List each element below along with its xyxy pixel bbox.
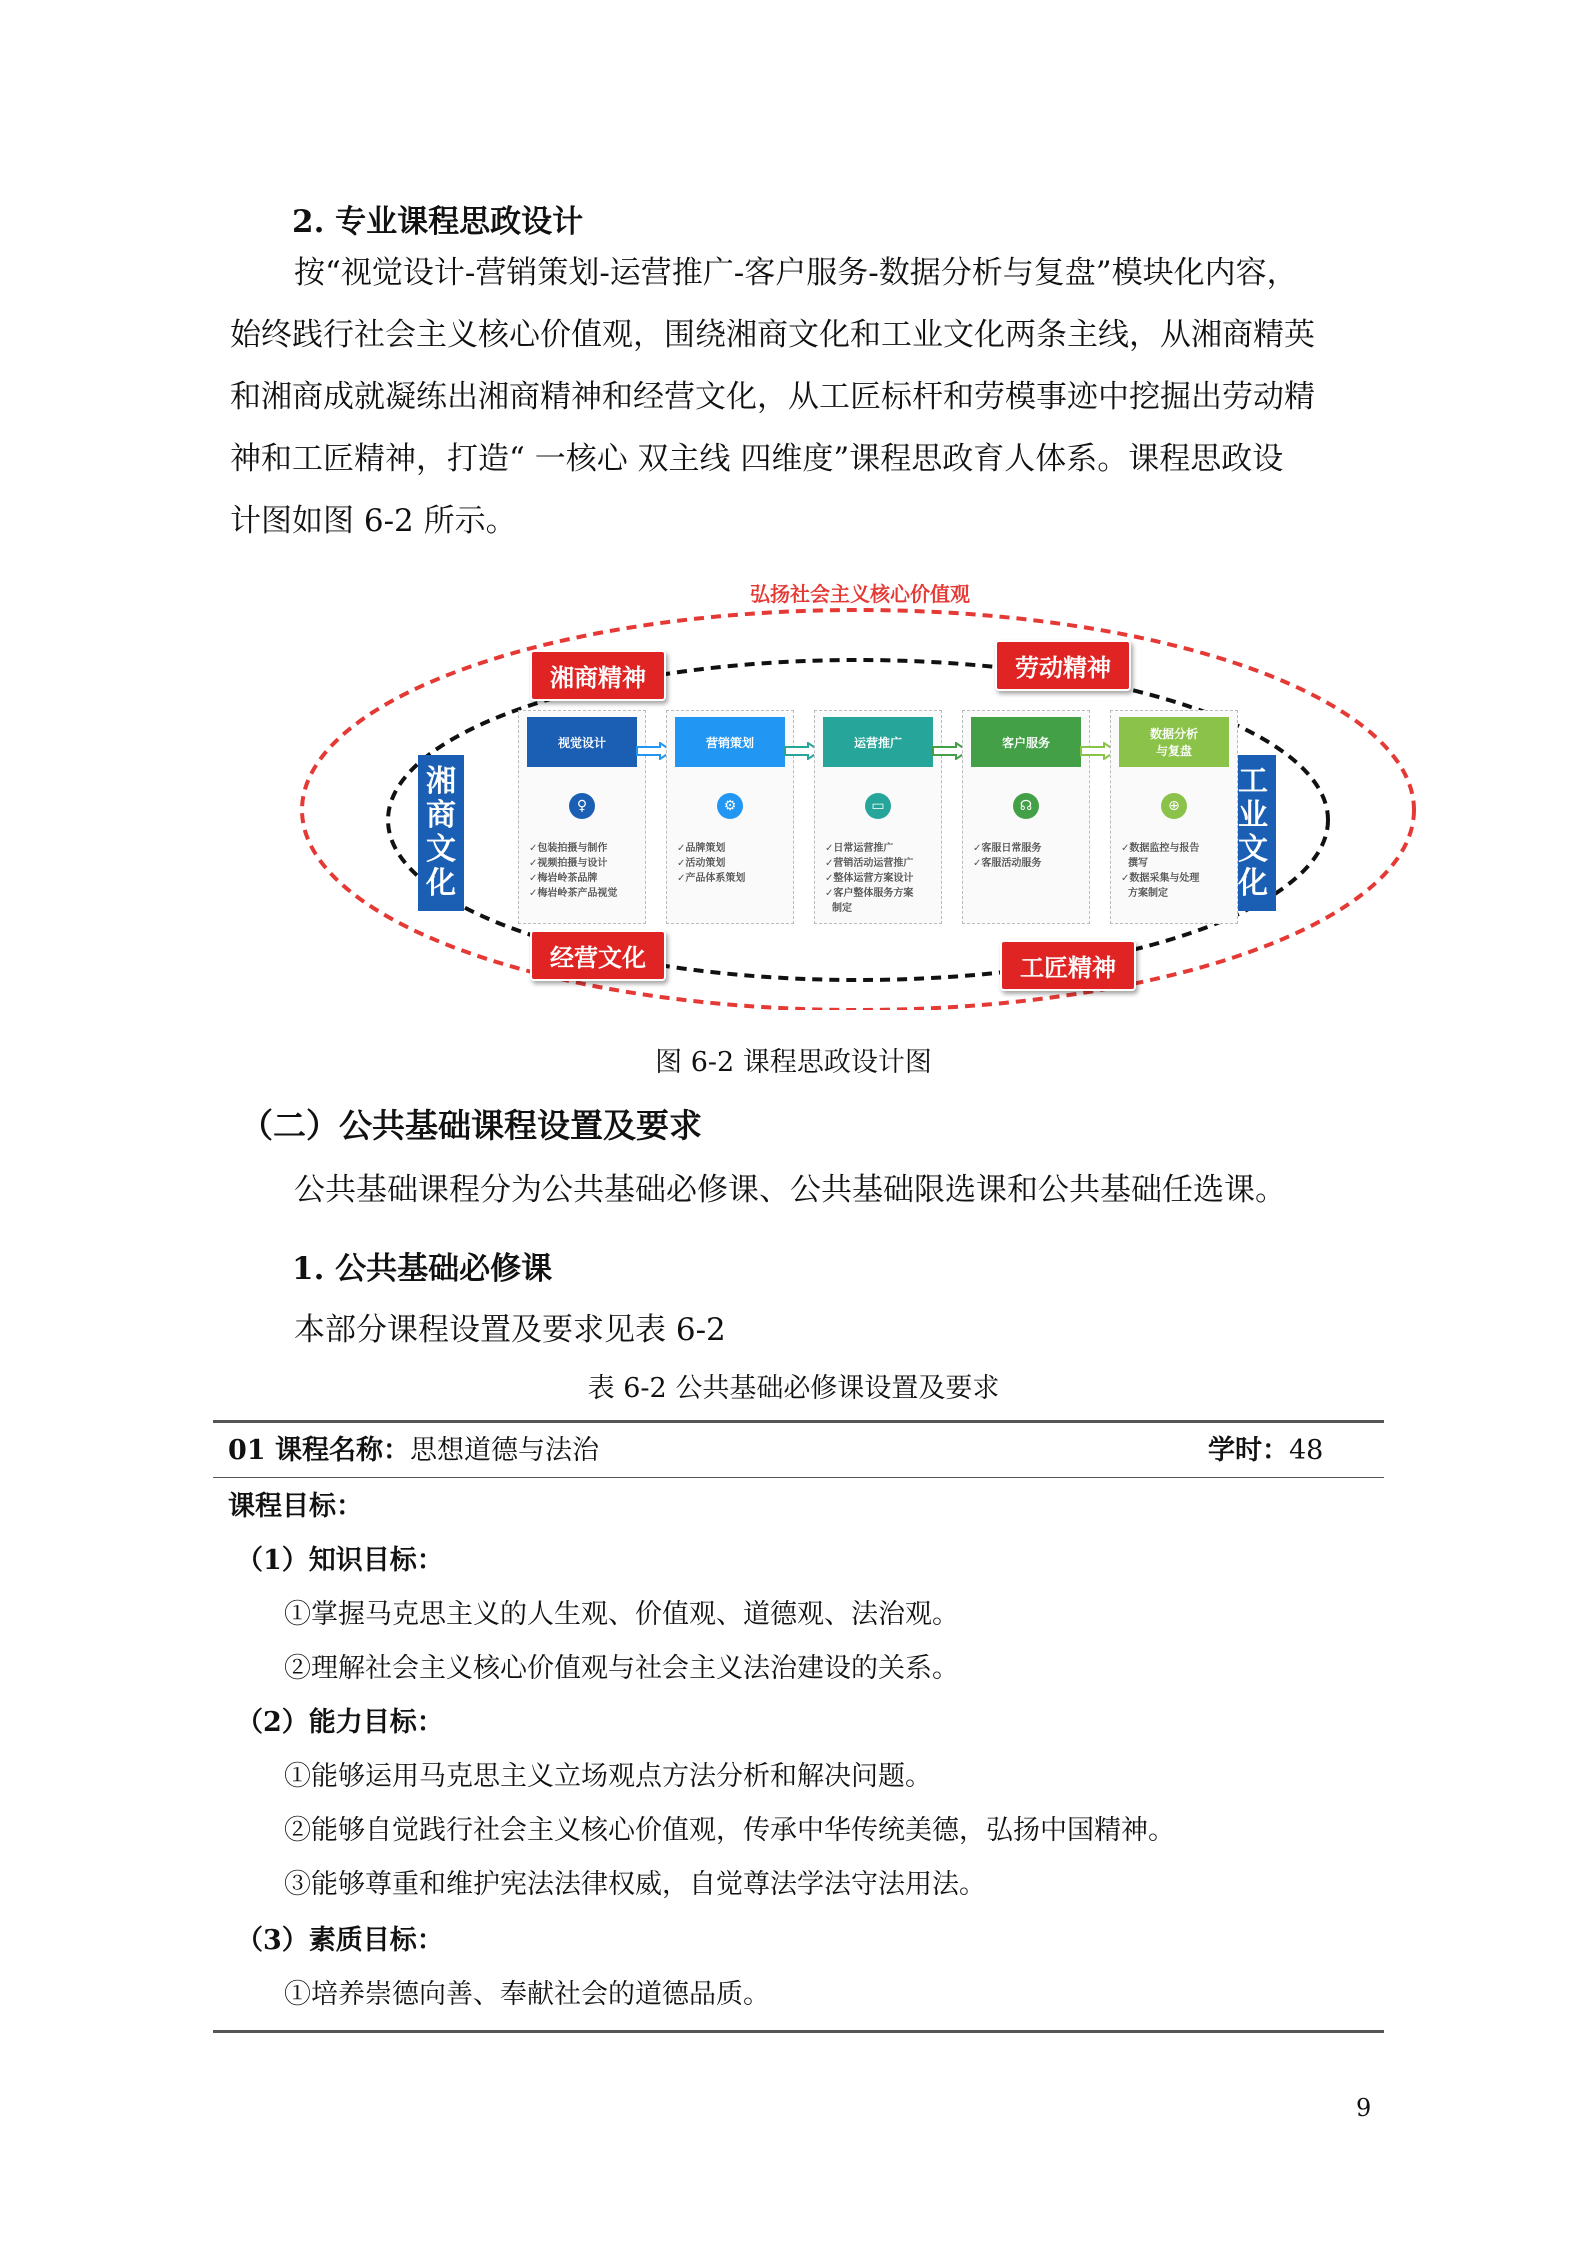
overview-paragraph: 公共基础课程分为公共基础必修课、公共基础限选课和公共基础任选课。	[294, 1172, 1286, 1208]
section-heading: 2. 专业课程思政设计	[292, 204, 584, 240]
ability-item: ②能够自觉践行社会主义核心价值观，传承中华传统美德，弘扬中国精神。	[284, 1815, 1175, 1846]
chart-icon: ⊕	[1161, 793, 1187, 819]
module-item: 撰写	[1121, 858, 1148, 869]
knowledge-item: ②理解社会主义核心价值观与社会主义法治建设的关系。	[284, 1653, 959, 1684]
module-card	[666, 710, 794, 924]
course-ideology-diagram	[290, 570, 1440, 1010]
figure-caption: 图 6-2 课程思政设计图	[655, 1047, 932, 1078]
ability-item: ①能够运用马克思主义立场观点方法分析和解决问题。	[284, 1761, 932, 1792]
tag-craftsman-spirit: 工匠精神	[1000, 940, 1136, 991]
monitor-icon: ▭	[865, 793, 891, 819]
knowledge-label: （1）知识目标：	[236, 1545, 444, 1576]
module-items	[677, 841, 789, 886]
module-card	[814, 710, 942, 924]
tag-business-culture: 经营文化	[530, 930, 666, 981]
tag-labor-spirit: 劳动精神	[995, 640, 1131, 691]
ability-label: （2）能力目标：	[236, 1707, 444, 1738]
left-vertical-label: 湘商文化	[418, 755, 464, 911]
hours-label: 学时：	[1208, 1435, 1289, 1466]
table-intro: 本部分课程设置及要求见表 6-2	[294, 1312, 726, 1348]
module-item: ✓产品体系策划	[677, 873, 746, 884]
module-item: ✓梅岩岭茶产品视觉	[529, 888, 618, 899]
paragraph-line: 计图如图 6-2 所示。	[230, 503, 517, 539]
module-card	[1110, 710, 1238, 924]
module-item: ✓品牌策划	[677, 843, 726, 854]
module-title: 营销策划	[675, 717, 785, 767]
table-top-rule	[213, 1420, 1384, 1423]
module-item: ✓包装拍摄与制作	[529, 843, 608, 854]
required-course-heading: 1. 公共基础必修课	[292, 1251, 553, 1287]
module-item: ✓客服日常服务	[973, 843, 1042, 854]
module-item: ✓日常运营推广	[825, 843, 894, 854]
hours-cell	[1208, 1428, 1323, 1467]
hours-value: 48	[1289, 1435, 1324, 1466]
module-title: 运营推广	[823, 717, 933, 767]
subsection-heading: （二）公共基础课程设置及要求	[240, 1106, 702, 1145]
module-title: 客户服务	[971, 717, 1081, 767]
module-item: ✓客户整体服务方案	[825, 888, 914, 899]
module-items	[825, 841, 937, 916]
module-card	[518, 710, 646, 924]
course-name: 思想道德与法治	[409, 1435, 599, 1466]
module-item: 制定	[825, 903, 852, 914]
paragraph-line: 神和工匠精神，打造“ 一核心 双主线 四维度”课程思政育人体系。课程思政设	[230, 441, 1284, 477]
module-item: ✓数据监控与报告	[1121, 843, 1200, 854]
gear-icon: ⚙	[717, 793, 743, 819]
headset-icon: ☊	[1013, 793, 1039, 819]
module-item: ✓数据采集与处理	[1121, 873, 1200, 884]
module-item: ✓整体运营方案设计	[825, 873, 914, 884]
quality-item: ①培养崇德向善、奉献社会的道德品质。	[284, 1979, 770, 2010]
paragraph-line: 和湘商成就凝练出湘商精神和经营文化，从工匠标杆和劳模事迹中挖掘出劳动精	[230, 379, 1315, 415]
paragraph-line: 按“视觉设计-营销策划-运营推广-客户服务-数据分析与复盘”模块化内容，	[294, 255, 1298, 291]
page-number: 9	[1356, 2094, 1372, 2122]
course-name-cell	[228, 1428, 599, 1467]
module-item: ✓视频拍摄与设计	[529, 858, 608, 869]
module-item: ✓梅岩岭茶品牌	[529, 873, 598, 884]
intro-paragraph	[230, 242, 1370, 552]
goals-label: 课程目标：	[228, 1491, 363, 1522]
table-caption: 表 6-2 公共基础必修课设置及要求	[587, 1373, 1000, 1404]
module-item: ✓客服活动服务	[973, 858, 1042, 869]
knowledge-item: ①掌握马克思主义的人生观、价值观、道德观、法治观。	[284, 1599, 959, 1630]
paragraph-line: 始终践行社会主义核心价值观，围绕湘商文化和工业文化两条主线，从湘商精英	[230, 317, 1315, 353]
module-item: ✓活动策划	[677, 858, 726, 869]
table-bottom-rule	[213, 2030, 1384, 2033]
module-items	[1121, 841, 1233, 901]
outer-title: 弘扬社会主义核心价值观	[750, 582, 970, 606]
course-label: 01 课程名称：	[228, 1435, 410, 1466]
quality-label: （3）素质目标：	[236, 1925, 444, 1956]
module-card	[962, 710, 1090, 924]
module-item: ✓营销活动运营推广	[825, 858, 914, 869]
module-title: 数据分析 与复盘	[1119, 717, 1229, 767]
lightbulb-icon: ♀	[569, 793, 595, 819]
tag-xiangshang-spirit: 湘商精神	[530, 650, 666, 701]
right-vertical-label: 工业文化	[1230, 755, 1276, 911]
module-title: 视觉设计	[527, 717, 637, 767]
table-header-rule	[213, 1477, 1384, 1478]
module-items	[529, 841, 641, 901]
module-item: 方案制定	[1121, 888, 1168, 899]
ability-item: ③能够尊重和维护宪法法律权威，自觉尊法学法守法用法。	[284, 1869, 986, 1900]
module-items	[973, 841, 1085, 871]
